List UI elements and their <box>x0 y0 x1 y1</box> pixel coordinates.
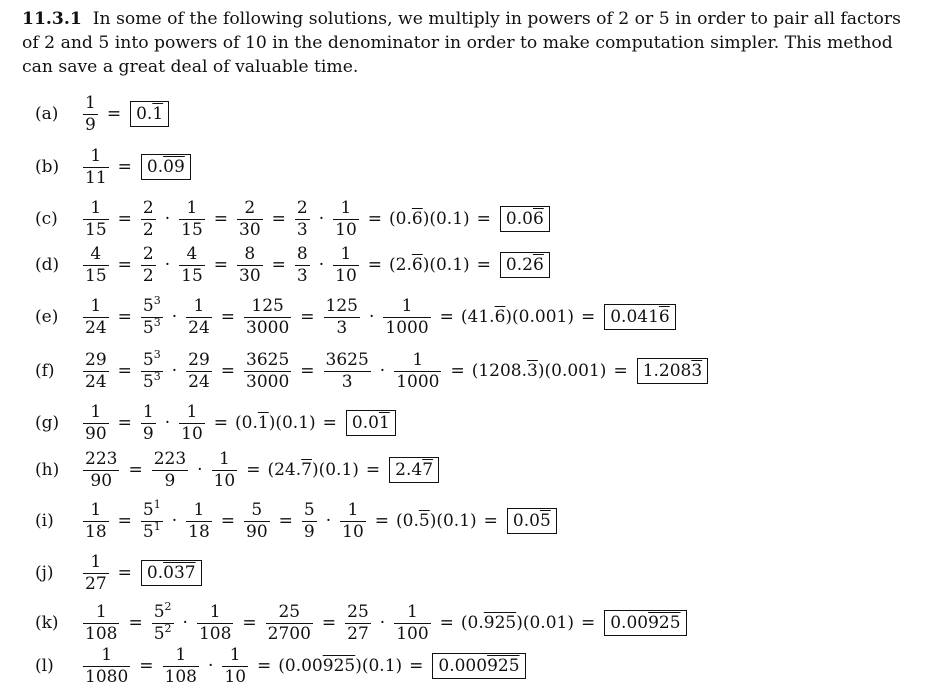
operator: · <box>171 307 178 327</box>
repeating-digits: 6 <box>411 255 423 275</box>
denominator: 27 <box>347 623 369 644</box>
denominator: 30 <box>239 265 261 286</box>
equation <box>81 449 439 492</box>
operator: · <box>368 307 375 327</box>
denominator: 90 <box>90 470 113 491</box>
numerator: $5^3$ <box>142 293 161 316</box>
product-expression: (0.925)(0.01) <box>460 613 574 633</box>
boxed-answer: 0.06 <box>500 206 550 232</box>
numerator: 1 <box>85 92 96 113</box>
numerator: $5^2$ <box>153 599 172 622</box>
intro-text: In some of the following solutions, we multiply in powers of 2 or 5 in order to pair all factors of 2 and 5 into powers of 10 in the denominator in order to make computation simpler. This method can save a great deal of valuable time. <box>22 9 901 77</box>
numerator: 1 <box>90 145 102 166</box>
operator: = <box>365 460 381 480</box>
fraction <box>333 244 359 287</box>
exponent: 3 <box>153 293 161 307</box>
operator: = <box>128 460 143 480</box>
exponent: 3 <box>153 369 161 383</box>
denominator: $5^3$ <box>142 315 161 338</box>
fraction <box>83 198 109 241</box>
denominator: 90 <box>246 521 268 542</box>
equation <box>81 146 191 189</box>
denominator: 9 <box>164 470 176 491</box>
denominator: 3 <box>341 371 353 392</box>
repeating-digits: 925 <box>487 656 520 676</box>
repeating-digits: 1 <box>378 413 390 433</box>
denominator: 18 <box>85 521 107 542</box>
exponent: 2 <box>164 621 172 635</box>
repeating-digits: 5 <box>418 511 430 531</box>
operator: = <box>439 307 454 327</box>
repeating-digits: 3 <box>691 361 703 381</box>
repeating-digits: 3 <box>527 361 538 381</box>
product-expression: (0.00925)(0.1) <box>278 656 403 676</box>
numerator: 1 <box>193 499 205 520</box>
fraction <box>141 293 163 339</box>
product-expression: (2.6)(0.1) <box>389 255 470 275</box>
repeating-digits: 1 <box>257 413 269 433</box>
denominator: 10 <box>224 666 247 687</box>
operator: = <box>117 361 132 381</box>
numerator: 1 <box>218 448 230 469</box>
operator: = <box>242 613 257 633</box>
operator: = <box>367 209 383 229</box>
denominator: 10 <box>213 470 236 491</box>
solution-row <box>35 343 708 399</box>
numerator: 2 <box>142 243 154 264</box>
fraction <box>237 244 263 287</box>
product-expression: (0.6)(0.1) <box>389 209 470 229</box>
denominator: 2 <box>142 219 154 240</box>
operator: = <box>246 460 261 480</box>
numerator: 1 <box>95 601 107 622</box>
fraction <box>186 296 212 339</box>
fraction <box>163 645 199 688</box>
boxed-answer: 0.1 <box>130 101 169 127</box>
solution-row <box>35 237 550 293</box>
fraction <box>324 296 360 339</box>
fraction <box>83 350 109 393</box>
fraction <box>83 500 109 543</box>
solution-label: (i) <box>35 511 54 531</box>
numerator: 223 <box>153 448 187 469</box>
numerator: 5 <box>251 499 263 520</box>
product-expression: (41.6)(0.001) <box>460 307 574 327</box>
operator: = <box>213 413 229 433</box>
fraction <box>83 552 109 595</box>
repeating-digits: 5 <box>539 511 551 531</box>
operator: = <box>613 361 628 381</box>
denominator: 24 <box>85 317 107 338</box>
numerator: 2 <box>244 197 256 218</box>
operator: = <box>409 656 424 676</box>
exponent: 1 <box>153 497 161 511</box>
problem-intro <box>22 7 912 79</box>
numerator: 4 <box>90 243 102 264</box>
boxed-answer: 0.000925 <box>432 653 525 679</box>
fraction <box>83 449 119 492</box>
operator: = <box>483 511 498 531</box>
numerator: 1 <box>229 644 241 665</box>
numerator: 25 <box>347 601 369 622</box>
numerator: $5^3$ <box>142 347 161 370</box>
fraction <box>333 198 359 241</box>
fraction <box>141 244 156 287</box>
operator: = <box>117 209 132 229</box>
denominator: 18 <box>188 521 210 542</box>
numerator: 125 <box>251 295 284 316</box>
fraction <box>244 350 291 393</box>
denominator: 30 <box>239 219 261 240</box>
fraction <box>244 296 291 339</box>
problem-number: 11.3.1 <box>22 9 82 29</box>
numerator: 1 <box>407 601 418 622</box>
denominator: 2 <box>142 265 154 286</box>
exponent: 3 <box>153 315 161 329</box>
numerator: 29 <box>85 349 107 370</box>
equation <box>81 497 557 543</box>
solution-label: (j) <box>35 563 54 583</box>
denominator: 11 <box>85 167 107 188</box>
solution-label: (h) <box>35 460 60 480</box>
operator: = <box>450 361 465 381</box>
numerator: 1 <box>401 295 413 316</box>
fraction <box>383 296 430 339</box>
numerator: 1 <box>412 349 424 370</box>
numerator: 1 <box>340 243 352 264</box>
fraction <box>324 350 371 393</box>
product-expression: (0.5)(0.1) <box>396 511 477 531</box>
solution-label: (a) <box>35 104 59 124</box>
solution-label: (l) <box>35 656 54 676</box>
fraction <box>141 198 156 241</box>
denominator: 27 <box>85 573 107 594</box>
operator: · <box>171 361 178 381</box>
solution-row <box>35 493 557 549</box>
operator: = <box>367 255 383 275</box>
numerator: 1 <box>186 197 198 218</box>
numerator: $5^1$ <box>142 497 161 520</box>
boxed-answer: 0.037 <box>141 560 202 586</box>
repeating-digits: 925 <box>322 656 356 676</box>
numerator: 8 <box>244 243 256 264</box>
repeating-digits: 6 <box>658 307 670 327</box>
fraction <box>83 645 130 688</box>
denominator: 3000 <box>246 317 290 338</box>
operator: = <box>139 656 154 676</box>
operator: · <box>325 511 332 531</box>
operator: = <box>374 511 390 531</box>
numerator: 1 <box>340 197 352 218</box>
operator: = <box>220 511 236 531</box>
denominator: 15 <box>85 219 107 240</box>
repeating-digits: 6 <box>494 307 506 327</box>
product-expression: (24.7)(0.1) <box>267 460 359 480</box>
solution-label: (e) <box>35 307 59 327</box>
boxed-answer: 0.26 <box>500 252 550 278</box>
operator: · <box>379 613 386 633</box>
operator: = <box>300 307 315 327</box>
fraction <box>83 146 109 189</box>
solution-row <box>35 545 202 601</box>
operator: = <box>117 307 132 327</box>
boxed-answer: 1.2083 <box>637 358 709 384</box>
equation <box>81 645 526 688</box>
numerator: 125 <box>325 295 358 316</box>
denominator: 1000 <box>385 317 429 338</box>
equation <box>81 198 550 241</box>
denominator: 3 <box>336 317 348 338</box>
operator: = <box>220 307 236 327</box>
fraction <box>179 198 205 241</box>
denominator: 90 <box>85 423 107 444</box>
fraction <box>141 347 163 393</box>
denominator: 9 <box>85 114 96 135</box>
operator: · <box>164 209 171 229</box>
fraction <box>212 449 238 492</box>
repeating-digits: 7 <box>422 460 434 480</box>
denominator: 2700 <box>267 623 311 644</box>
operator: · <box>171 511 178 531</box>
solution-row <box>35 139 191 195</box>
denominator: 15 <box>181 265 203 286</box>
fraction <box>179 402 205 445</box>
boxed-answer: 0.09 <box>141 154 191 180</box>
denominator: 10 <box>181 423 203 444</box>
operator: = <box>117 413 132 433</box>
solution-label: (b) <box>35 157 60 177</box>
product-expression: (0.1)(0.1) <box>235 413 316 433</box>
solution-row <box>35 638 526 694</box>
operator: = <box>322 413 337 433</box>
operator: = <box>321 613 337 633</box>
fraction <box>141 402 156 445</box>
operator: = <box>117 511 132 531</box>
boxed-answer: 0.00925 <box>604 610 686 636</box>
denominator: 24 <box>85 371 107 392</box>
repeating-digits: 925 <box>483 613 517 633</box>
exponent: 2 <box>164 599 172 613</box>
operator: · <box>379 361 386 381</box>
boxed-answer: 0.05 <box>507 508 557 534</box>
numerator: 5 <box>303 499 315 520</box>
operator: = <box>117 157 132 177</box>
denominator: 10 <box>335 219 357 240</box>
solution-row <box>35 86 169 142</box>
exponent: 1 <box>153 519 161 533</box>
numerator: 1 <box>90 551 102 572</box>
operator: · <box>164 255 171 275</box>
denominator: 1000 <box>396 371 440 392</box>
operator: = <box>257 656 272 676</box>
repeating-digits: 09 <box>163 157 185 177</box>
numerator: 3625 <box>325 349 369 370</box>
numerator: 1 <box>90 295 102 316</box>
operator: · <box>182 613 188 633</box>
operator: = <box>476 255 491 275</box>
operator: = <box>106 104 122 124</box>
equation <box>81 293 676 339</box>
operator: = <box>128 613 143 633</box>
numerator: 1 <box>209 601 221 622</box>
operator: = <box>213 255 229 275</box>
operator: = <box>271 209 286 229</box>
solution-label: (d) <box>35 255 60 275</box>
operator: = <box>300 361 315 381</box>
numerator: 1 <box>101 644 113 665</box>
numerator: 8 <box>296 243 308 264</box>
operator: · <box>207 656 214 676</box>
fraction <box>152 449 188 492</box>
repeating-digits: 925 <box>648 613 681 633</box>
fraction <box>83 93 98 136</box>
boxed-answer: 0.01 <box>346 410 396 436</box>
numerator: 1 <box>175 644 187 665</box>
equation <box>81 347 708 393</box>
denominator: 1080 <box>85 666 129 687</box>
fraction <box>302 500 317 543</box>
fraction <box>141 497 163 543</box>
operator: = <box>117 563 132 583</box>
operator: = <box>476 209 491 229</box>
operator: · <box>197 460 203 480</box>
solution-row <box>35 442 439 498</box>
numerator: 223 <box>85 448 118 469</box>
denominator: 100 <box>396 623 429 644</box>
operator: = <box>580 307 596 327</box>
denominator: 9 <box>142 423 154 444</box>
operator: = <box>439 613 454 633</box>
numerator: 1 <box>193 295 205 316</box>
fraction <box>186 350 212 393</box>
fraction <box>295 244 310 287</box>
fraction <box>186 500 212 543</box>
denominator: 3 <box>296 265 308 286</box>
operator: = <box>220 361 236 381</box>
numerator: 1 <box>90 401 102 422</box>
boxed-answer: 0.0416 <box>604 304 676 330</box>
product-expression: (1208.3)(0.001) <box>471 361 607 381</box>
denominator: 3 <box>296 219 308 240</box>
fraction <box>244 500 270 543</box>
fraction <box>340 500 366 543</box>
repeating-digits: 7 <box>301 460 312 480</box>
operator: = <box>580 613 596 633</box>
denominator: 108 <box>164 666 197 687</box>
denominator: 3000 <box>246 371 290 392</box>
fraction <box>83 244 109 287</box>
denominator: 24 <box>188 371 210 392</box>
numerator: 1 <box>90 499 102 520</box>
solution-label: (g) <box>35 413 60 433</box>
repeating-digits: 6 <box>532 255 544 275</box>
numerator: 29 <box>188 349 210 370</box>
boxed-answer: 2.47 <box>389 457 439 483</box>
numerator: 2 <box>296 197 308 218</box>
numerator: 2 <box>142 197 154 218</box>
denominator: 108 <box>198 623 232 644</box>
operator: · <box>318 255 325 275</box>
fraction <box>83 296 109 339</box>
operator: = <box>271 255 286 275</box>
numerator: 1 <box>347 499 359 520</box>
fraction <box>83 402 109 445</box>
fraction <box>295 198 310 241</box>
solution-label: (f) <box>35 361 55 381</box>
equation <box>81 93 169 136</box>
fraction <box>179 244 205 287</box>
operator: · <box>318 209 325 229</box>
solution-label: (c) <box>35 209 58 229</box>
equation <box>81 402 396 445</box>
repeating-digits: 1 <box>152 104 164 124</box>
denominator: $5^2$ <box>153 621 172 644</box>
numerator: 1 <box>142 401 154 422</box>
denominator: $5^1$ <box>142 519 161 542</box>
denominator: $5^3$ <box>142 369 161 392</box>
denominator: 10 <box>342 521 364 542</box>
numerator: 4 <box>186 243 198 264</box>
numerator: 3625 <box>246 349 290 370</box>
fraction <box>394 350 441 393</box>
denominator: 15 <box>181 219 203 240</box>
repeating-digits: 037 <box>163 563 196 583</box>
denominator: 24 <box>188 317 210 338</box>
operator: = <box>278 511 293 531</box>
repeating-digits: 6 <box>411 209 423 229</box>
operator: = <box>213 209 229 229</box>
numerator: 1 <box>186 401 198 422</box>
fraction <box>237 198 263 241</box>
repeating-digits: 6 <box>532 209 544 229</box>
exponent: 3 <box>153 347 161 361</box>
denominator: 15 <box>85 265 107 286</box>
operator: = <box>117 255 132 275</box>
denominator: 108 <box>85 623 118 644</box>
denominator: 9 <box>303 521 315 542</box>
numerator: 25 <box>278 601 301 622</box>
numerator: 1 <box>90 197 102 218</box>
equation <box>81 552 202 595</box>
fraction <box>222 645 248 688</box>
denominator: 10 <box>335 265 357 286</box>
operator: · <box>164 413 171 433</box>
solution-row <box>35 289 676 345</box>
solution-label: (k) <box>35 613 59 633</box>
equation <box>81 244 550 287</box>
